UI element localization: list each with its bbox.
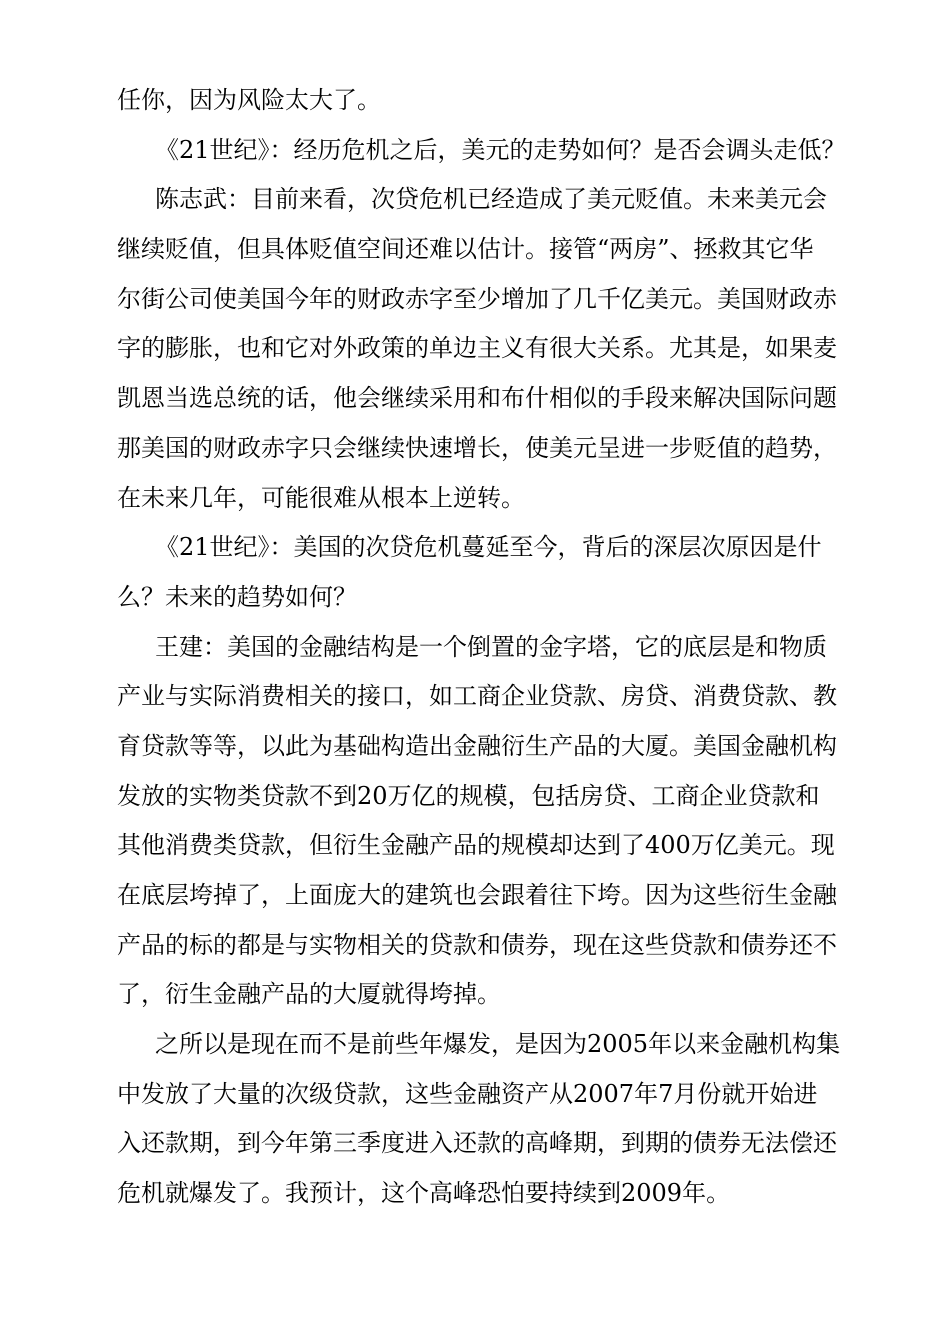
text-line-1: 任你，因为风险太大了。: [117, 86, 381, 114]
text-line-23: 危机就爆发了。我预计，这个高峰恐怕要持续到2009年。: [117, 1179, 731, 1208]
text-line-14: 育贷款等等，以此为基础构造出金融衍生产品的大厦。美国金融机构: [117, 731, 837, 760]
text-line-5: 尔街公司使美国今年的财政赤字至少增加了几千亿美元。美国财政赤: [117, 284, 837, 313]
text-line-3: 陈志武：目前来看，次贷危机已经造成了美元贬值。未来美元会: [155, 185, 827, 214]
text-line-10: 《21世纪》：美国的次贷危机蔓延至今，背后的深层次原因是什: [155, 533, 822, 562]
text-line-12: 王建：美国的金融结构是一个倒置的金字塔，它的底层是和物质: [155, 632, 827, 661]
text-line-17: 在底层垮掉了，上面庞大的建筑也会跟着往下垮。因为这些衍生金融: [117, 881, 837, 909]
text-line-13: 产业与实际消费相关的接口，如工商企业贷款、房贷、消费贷款、教: [117, 682, 837, 711]
text-line-4: 继续贬值，但具体贬值空间还难以估计。接管“两房”、拯救其它华: [117, 235, 814, 264]
text-line-19: 了，衍生金融产品的大厦就得垮掉。: [117, 980, 501, 1009]
text-line-9: 在未来几年，可能很难从根本上逆转。: [117, 483, 525, 512]
text-line-21: 中发放了大量的次级贷款，这些金融资产从2007年7月份就开始进: [117, 1079, 818, 1108]
text-line-15: 发放的实物类贷款不到20万亿的规模，包括房贷、工商企业贷款和: [117, 781, 820, 810]
document-body: [117, 76, 846, 1219]
text-line-22: 入还款期，到今年第三季度进入还款的高峰期，到期的债券无法偿还: [117, 1129, 837, 1158]
text-line-8: 那美国的财政赤字只会继续快速增长，使美元呈进一步贬值的趋势，: [117, 433, 837, 462]
text-line-7: 凯恩当选总统的话，他会继续采用和布什相似的手段来解决国际问题: [117, 384, 837, 413]
text-line-16: 其他消费类贷款，但衍生金融产品的规模却达到了400万亿美元。现: [117, 831, 835, 860]
text-line-11: 么？未来的趋势如何？: [117, 582, 357, 611]
text-line-6: 字的膨胀，也和它对外政策的单边主义有很大关系。尤其是，如果麦: [117, 334, 837, 363]
text-line-18: 产品的标的都是与实物相关的贷款和债券，现在这些贷款和债券还不: [117, 930, 837, 959]
text-line-20: 之所以是现在而不是前些年爆发，是因为2005年以来金融机构集: [155, 1030, 841, 1059]
text-line-2: 《21世纪》：经历危机之后，美元的走势如何？是否会调头走低？: [155, 135, 846, 164]
